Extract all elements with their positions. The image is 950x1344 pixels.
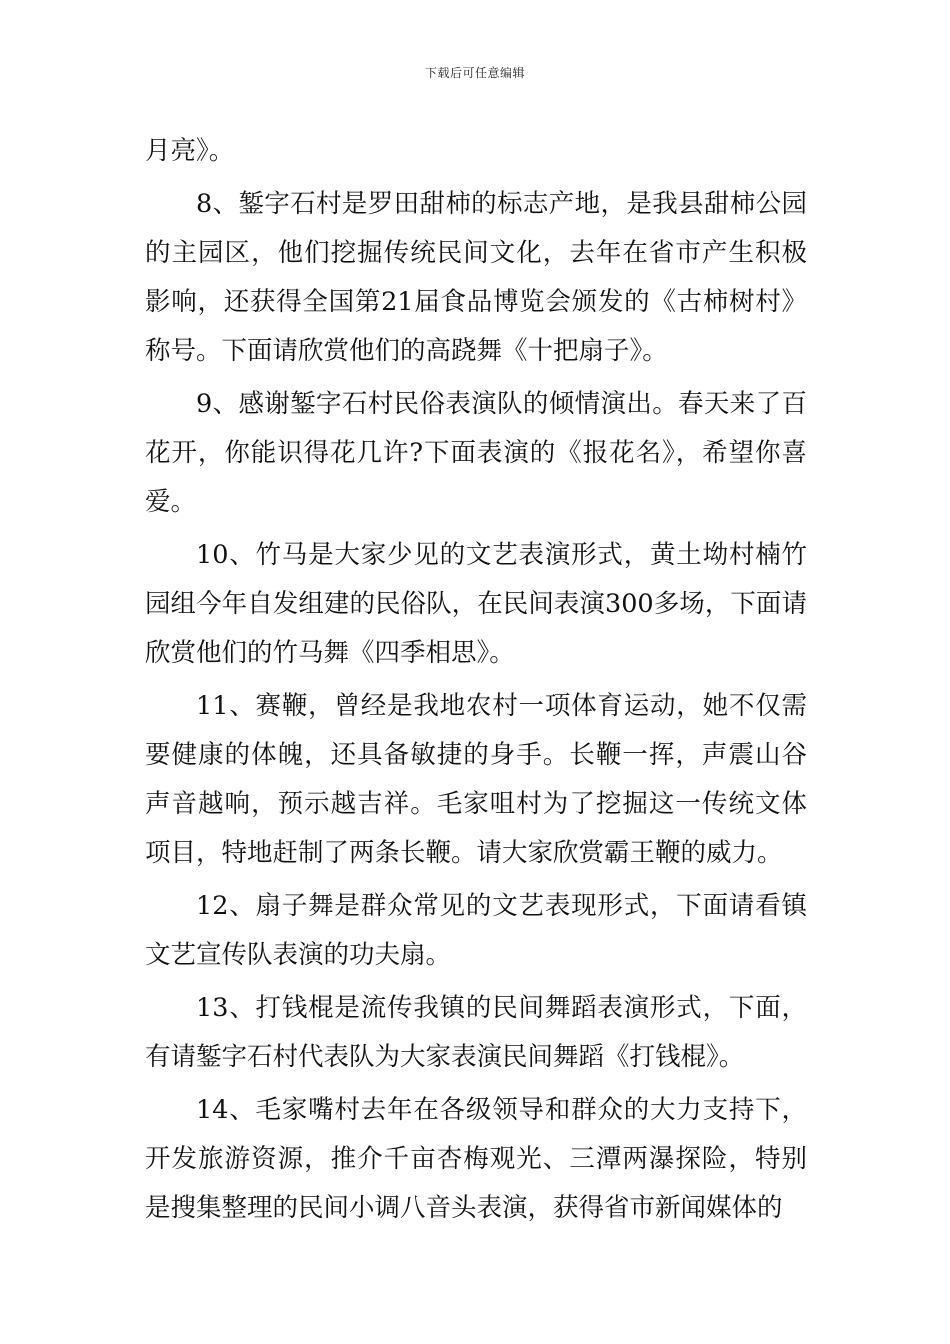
- document-body: [145, 127, 807, 1237]
- paragraph-continuation: 月亮》。: [145, 136, 235, 166]
- paragraph-10: 10、竹马是大家少见的文艺表演形式，黄土坳村楠竹园组今年自发组建的民俗队，在民间表演300多场，下面请欣赏他们的竹马舞《四季相思》。: [145, 540, 807, 668]
- paragraph-8: 8、錾字石村是罗田甜柿的标志产地，是我县甜柿公园的主园区，他们挖掘传统民间文化，去年在省市产生积极影响，还获得全国第21届食品博览会颁发的《古柿树村》称号。下面请欣赏他们的高跷舞《十把扇子》。: [145, 189, 807, 366]
- paragraph-13: 13、打钱棍是流传我镇的民间舞蹈表演形式，下面，有请錾字石村代表队为大家表演民间舞蹈《打钱棍》。: [145, 993, 807, 1072]
- paragraph-9: 9、感谢錾字石村民俗表演队的倾情演出。春天来了百花开，你能识得花几许?下面表演的《报花名》，希望你喜爱。: [145, 389, 807, 517]
- paragraph-12: 12、扇子舞是群众常见的文艺表现形式，下面请看镇文艺宣传队表演的功夫扇。: [145, 891, 807, 970]
- paragraph-14: 14、毛家嘴村去年在各级领导和群众的大力支持下，开发旅游资源，推介千亩杏梅观光、三潭两瀑探险，特别是搜集整理的民间小调八音头表演，获得省市新闻媒体的: [145, 1095, 807, 1223]
- paragraph-11: 11、赛鞭，曾经是我地农村一项体育运动，她不仅需要健康的体魄，还具备敏捷的身手。长鞭一挥，声震山谷声音越响，预示越吉祥。毛家咀村为了挖掘这一传统文体项目，特地赶制了两条长鞭。请大家欣赏霸王鞭的威力。: [145, 691, 807, 868]
- page-header: 下载后可任意编辑: [424, 66, 525, 80]
